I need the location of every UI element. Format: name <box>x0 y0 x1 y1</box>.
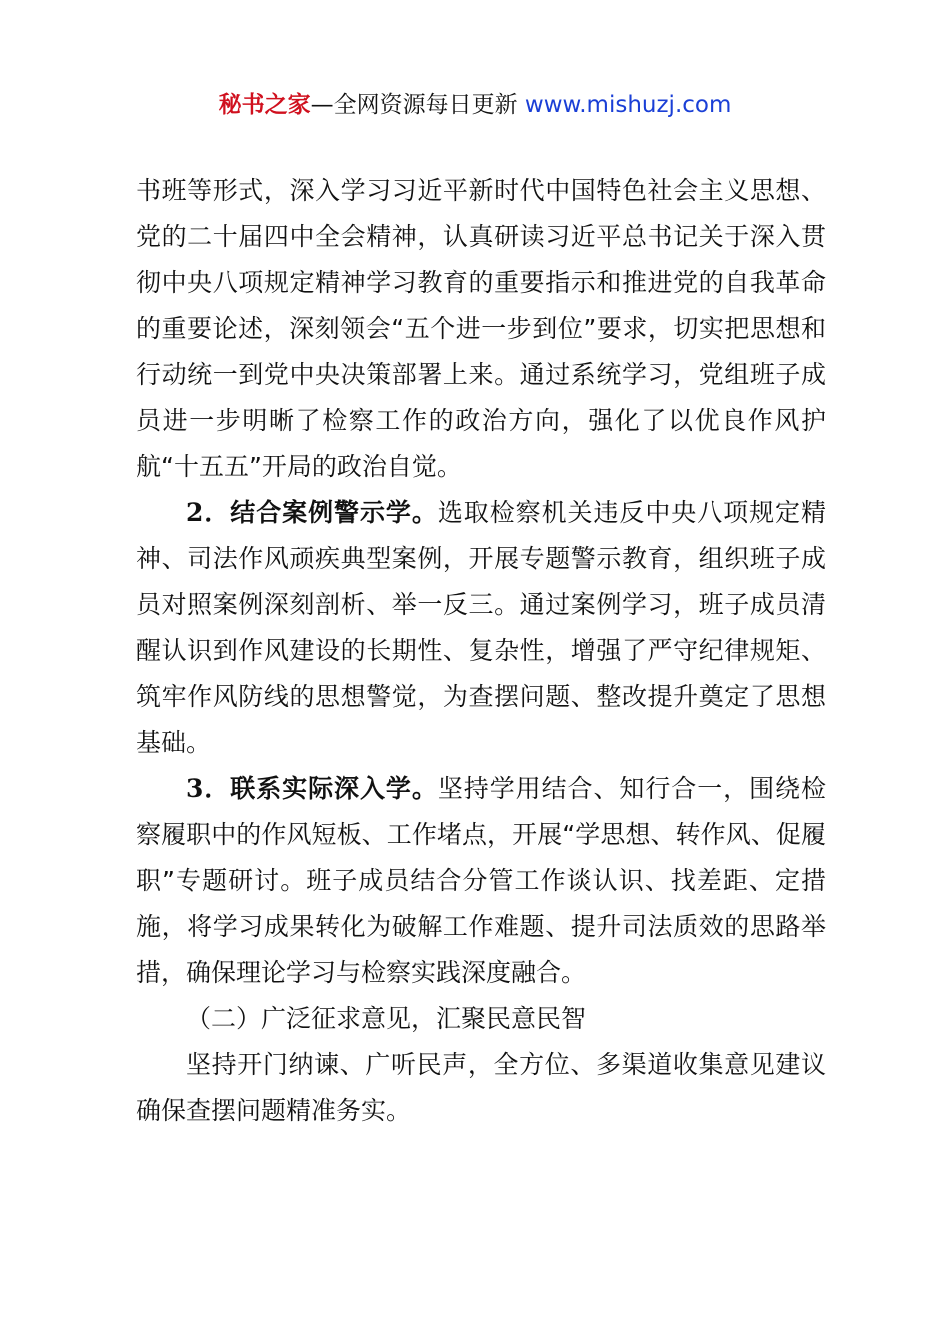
site-url-link[interactable]: www.mishuzj.com <box>524 92 732 118</box>
page-header <box>0 88 950 122</box>
list-item-case-warning <box>136 490 826 766</box>
item-number: 3． <box>186 774 231 803</box>
brand-name: 秘书之家 <box>218 92 311 118</box>
item-number: 2． <box>186 498 231 527</box>
item-title: 联系实际深入学。 <box>230 774 438 803</box>
paragraph-study-content: 书班等形式，深入学习习近平新时代中国特色社会主义思想、党的二十届四中全会精神，认真研读习近平总书记关于深入贯彻中央八项规定精神学习教育的重要指示和推进党的自我革命的重要论述，深刻领会“五个进一步到位”要求，切实把思想和行动统一到党中央决策部署上来。通过系统学习，党组班子成员进一步明晰了检察工作的政治方向，强化了以优良作风护航“十五五”开局的政治自觉。 <box>136 176 826 481</box>
item-text: 选取检察机关违反中央八项规定精神、司法作风顽疾典型案例，开展专题警示教育，组织班子成员对照案例深刻剖析、举一反三。通过案例学习，班子成员清醒认识到作风建设的长期性、复杂性，增强了严守纪律规矩、筑牢作风防线的思想警觉，为查摆问题、整改提升奠定了思想基础。 <box>136 498 826 757</box>
section-heading: （二）广泛征求意见，汇聚民意民智 <box>186 1004 587 1033</box>
header-tagline: —全网资源每日更新 <box>310 92 518 118</box>
paragraph-opinion-collection: 坚持开门纳谏、广听民声，全方位、多渠道收集意见建议确保查摆问题精准务实。 <box>136 1050 826 1125</box>
item-text: 坚持学用结合、知行合一，围绕检察履职中的作风短板、工作堵点，开展“学思想、转作风、促履职”专题研讨。班子成员结合分管工作谈认识、找差距、定措施，将学习成果转化为破解工作难题、提升司法质效的思路举措，确保理论学习与检察实践深度融合。 <box>136 774 826 987</box>
document-body <box>136 168 826 1134</box>
item-title: 结合案例警示学。 <box>230 498 438 527</box>
list-item-practical-study <box>136 766 826 996</box>
